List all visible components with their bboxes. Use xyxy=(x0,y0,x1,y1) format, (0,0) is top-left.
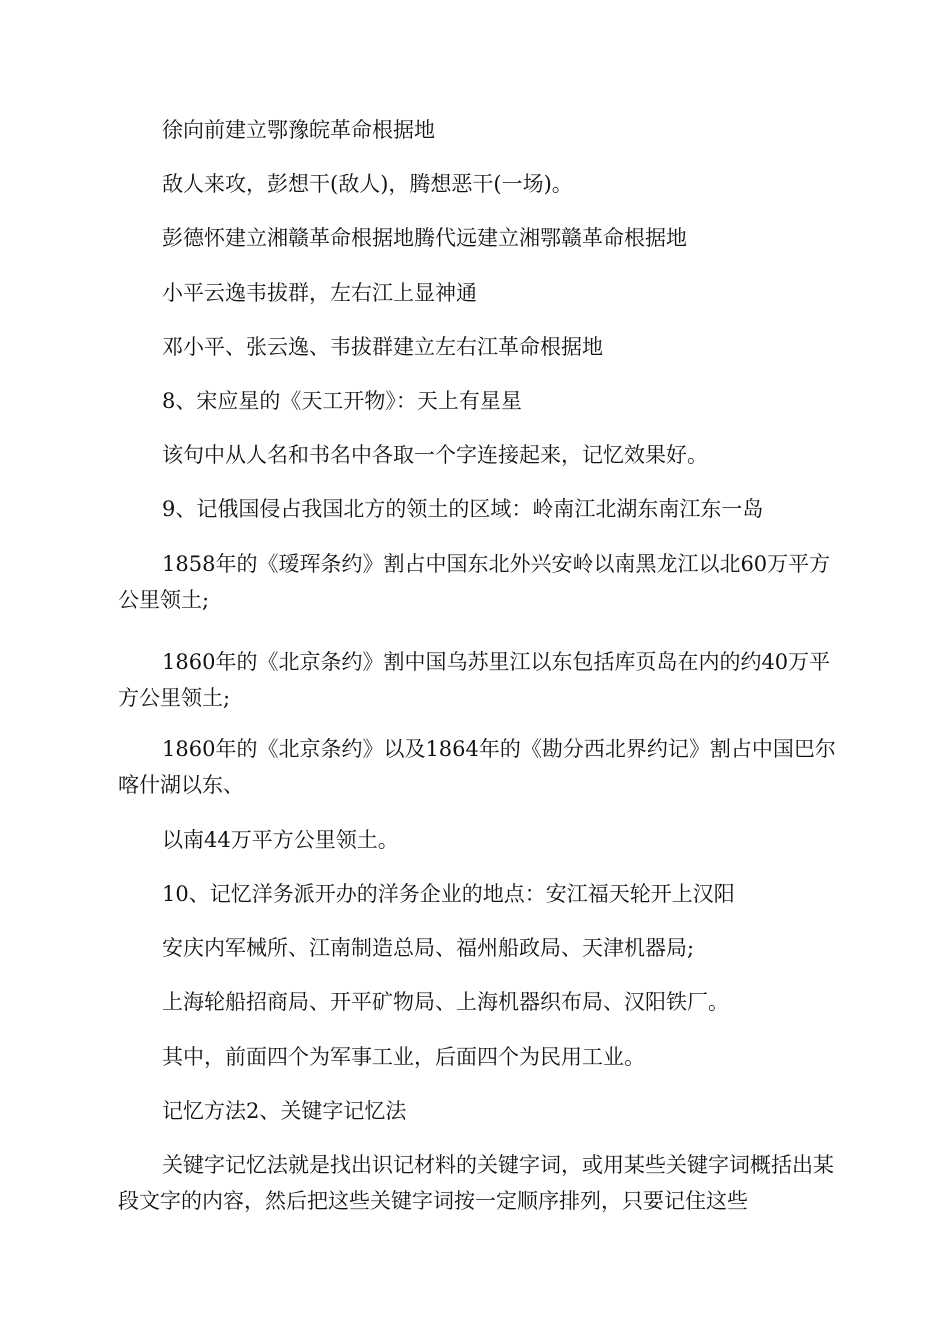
text-line: 小平云逸韦拔群，左右江上显神通 xyxy=(162,281,477,305)
text-paragraph: 1858年的《瑷珲条约》割占中国东北外兴安岭以南黑龙江以北60万平方公里领土; xyxy=(118,552,831,612)
text-line: 安庆内军械所、江南制造总局、福州船政局、天津机器局; xyxy=(162,936,695,960)
text-line: 彭德怀建立湘赣革命根据地腾代远建立湘鄂赣革命根据地 xyxy=(162,226,687,250)
text-line: 徐向前建立鄂豫皖革命根据地 xyxy=(162,118,435,142)
text-line: 以南44万平方公里领土。 xyxy=(162,828,399,852)
text-line: 其中，前面四个为军事工业，后面四个为民用工业。 xyxy=(162,1045,645,1069)
section-heading: 记忆方法2、关键字记忆法 xyxy=(162,1099,407,1123)
text-line: 8、宋应星的《天工开物》：天上有星星 xyxy=(162,389,522,413)
text-paragraph: 关键字记忆法就是找出识记材料的关键字词，或用某些关键字词概括出某段文字的内容，然后把这些关键字词按一定顺序排列，只要记住这些 xyxy=(118,1153,834,1213)
text-line: 10、记忆洋务派开办的洋务企业的地点：安江福天轮开上汉阳 xyxy=(162,882,735,906)
text-line: 9、记俄国侵占我国北方的领土的区域：岭南江北湖东南江东一岛 xyxy=(162,497,764,521)
text-line: 邓小平、张云逸、韦拔群建立左右江革命根据地 xyxy=(162,335,603,359)
text-paragraph: 1860年的《北京条约》以及1864年的《勘分西北界约记》割占中国巴尔喀什湖以东、 xyxy=(118,737,836,797)
text-line: 敌人来攻，彭想干(敌人)，腾想恶干(一场)。 xyxy=(162,172,573,196)
text-paragraph: 1860年的《北京条约》割中国乌苏里江以东包括库页岛在内的约40万平方公里领土; xyxy=(118,650,831,710)
text-line: 该句中从人名和书名中各取一个字连接起来，记忆效果好。 xyxy=(162,443,708,467)
text-line: 上海轮船招商局、开平矿物局、上海机器织布局、汉阳铁厂。 xyxy=(162,990,729,1014)
